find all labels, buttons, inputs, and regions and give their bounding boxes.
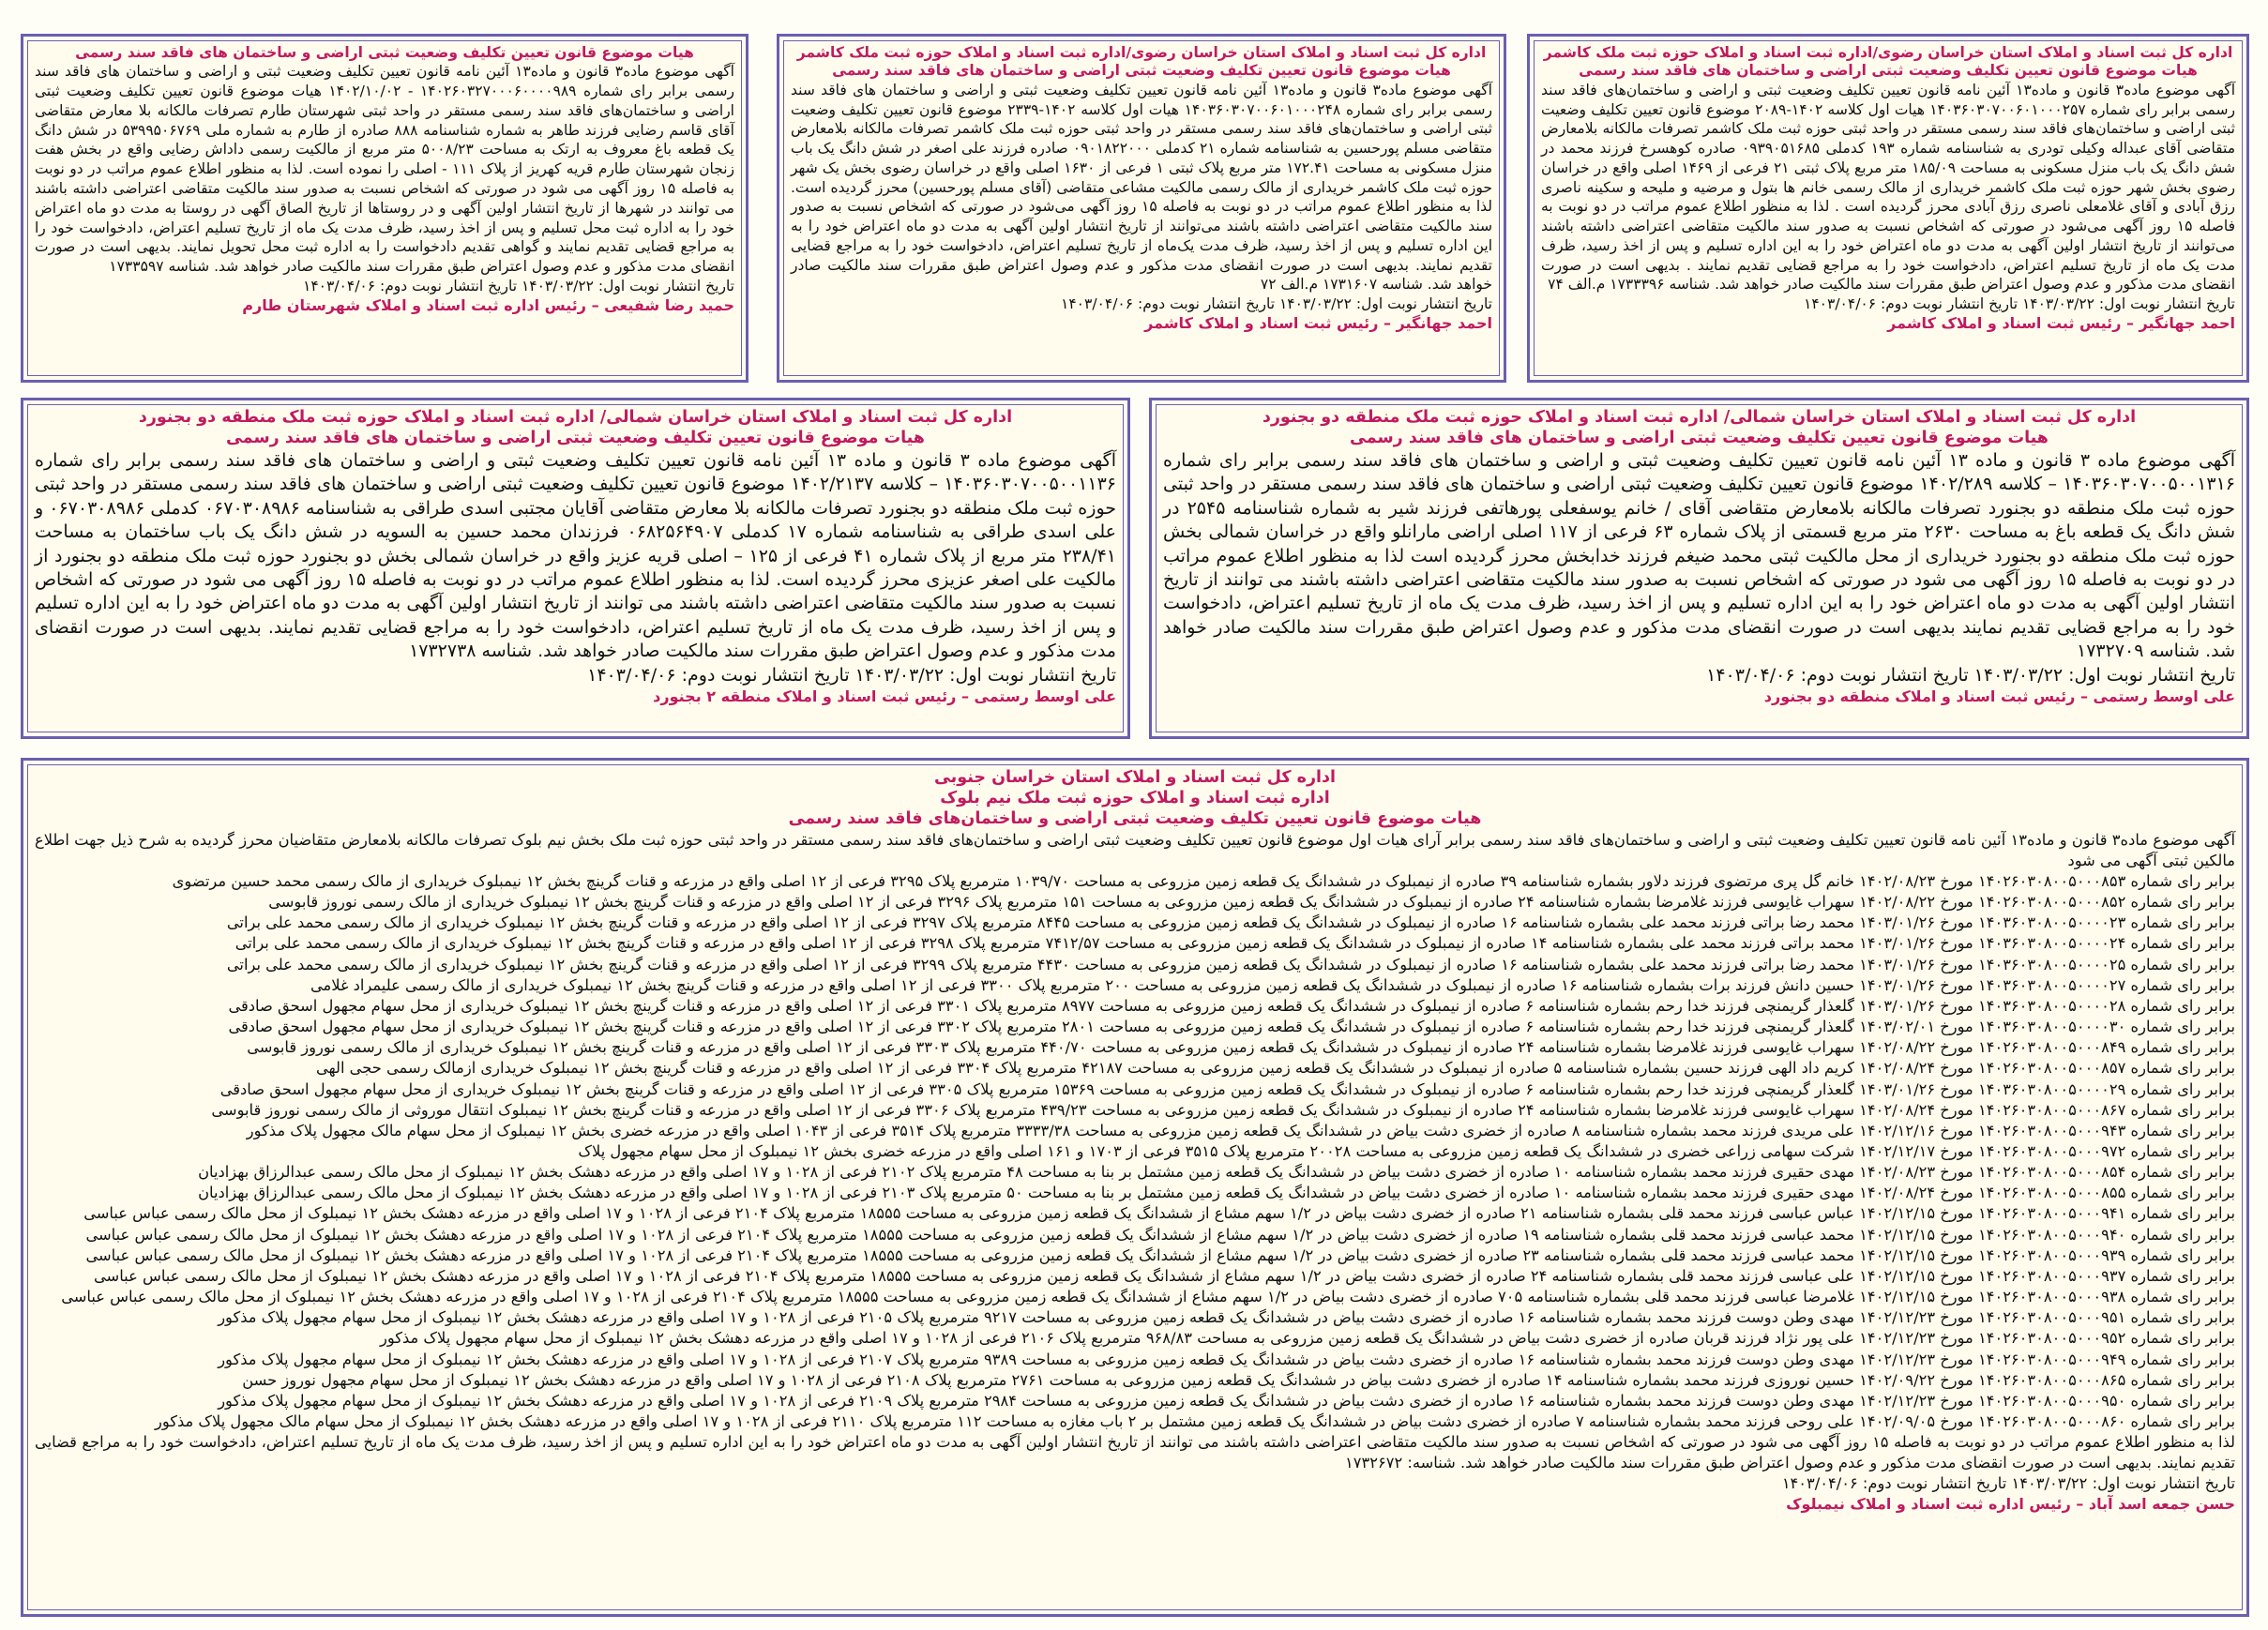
ruling-row: برابر رای شماره ۱۴۰۲۶۰۳۰۸۰۰۵۰۰۰۸۵۲ مورخ ۱۴۰۲/۰۸/۲۲ سهراب غایوسی فرزند غلامرضا بشماره شناسنامه ۲۴ صادره از نیمبلوک در ششدانگ یک قطعه زمین مزروعی به مساحت ۱۵۱ مترمربع پلاک ۳۲۹۶ فرعی از ۱۲ اصلی واقع در مزرعه و قنات گرینچ بخش ۱۲ نیمبلوک خریداری از مالک رسمی نوروز قابوسی [268, 893, 2235, 912]
ruling-row: برابر رای شماره ۱۴۰۲۶۰۳۰۸۰۰۵۰۰۰۸۵۵ مورخ ۱۴۰۲/۰۸/۲۴ مهدی حقیری فرزند محمد بشماره شناسنامه ۱۰ صادره از خضری دشت بیاض در ششدانگ یک قطعه زمین مشتمل بر بنا به مساحت ۵۰ مترمربع پلاک ۲۱۰۳ فرعی از ۱۰۲۸ و ۱۷ اصلی واقع در مزرعه دهشک بخش ۱۲ نیمبلوک از محل مالک رسمی عبدالرزاق بهزادیان [198, 1184, 2235, 1202]
notice-heading: اداره کل ثبت اسناد و املاک استان خراسان شمالی/ اداره ثبت اسناد و املاک حوزه ثبت ملک منطقه دو بجنورد [138, 408, 1013, 427]
notice-body: آگهی موضوع ماده۳ قانون و ماده۱۳ آئین نامه قانون تعیین تکلیف وضعیت ثبتی و اراضی و ساختمان های فاقد سند رسمی برابر رای شماره ۱۴۰۳۶۰۳۰۷۰۰۶۰۱۰۰۰۲۴۸ هیات اول کلاسه ۱۴۰۲-۲۳۳۹ موضوع قانون تعیین تکلیف وضعیت ثبتی اراضی و ساختمان‌های فاقد سند رسمی مستقر در واحد ثبتی حوزه ثبت ملک کاشمر تصرفات مالکانه بلامعارض متقاضی مسلم پورحسین به شناسنامه شماره ۲۱ کدملی ۰۹۰۱۸۲۲۰۰۰ صادره فرزند علی اصغر در شش دانگ یک باب منزل مسکونی به مساحت ۱۷۲.۴۱ متر مربع پلاک ثبتی ۱ فرعی از ۱۶۳۰ اصلی واقع در خراسان رضوی بخش یک شهر حوزه ثبت ملک کاشمر خریداری از مالک رسمی مالکیت مشاعی متقاضی (آقای مسلم پورحسین) محرز گردیده است. لذا به منظور اطلاع عموم مراتب در دو نوبت به فاصله ۱۵ روز آگهی می‌شود در صورتی که اشخاص نسبت به صدور سند مالکیت متقاضی اعتراضی داشته باشند می‌توانند از تاریخ انتشار اولین آگهی به مدت دو ماه اعتراض خود را به این اداره تسلیم و پس از اخذ رسید، ظرف مدت یک‌ماه از تاریخ تسلیم اعتراض، دادخواست خود را به مراجع قضایی تقدیم نمایند. بدیهی است در صورت انقضای مدت مذکور و عدم وصول اعتراض طبق مقررات سند مالکیت صادر خواهد شد. شناسه ۱۷۳۱۶۰۷ م.الف ۷۲ [791, 81, 1493, 294]
notice-signature: علی اوسط رستمی – رئیس ثبت اسناد و املاک منطقه ۲ بجنورد [653, 687, 1116, 706]
notice-signature: احمد جهانگیر – رئیس ثبت اسناد و املاک کاشمر [1144, 313, 1492, 332]
notice-closing: لذا به منظور اطلاع عموم مراتب در دو نوبت به فاصله ۱۵ روز آگهی می شود در صورتی که اشخاص نسبت به صدور سند مالکیت متقاضی اعتراضی داشته باشند می توانند از تاریخ انتشار اولین آگهی به مدت دو ماه اعتراض خود را به این اداره تسلیم و پس از اخذ رسید، ظرف مدت یک ماه از تاریخ تسلیم اعتراض، دادخواست خود را به مراجع قضایی تقدیم نمایند. بدیهی است در صورت انقضای مدت مذکور و عدم وصول اعتراض طبق مقررات سند مالکیت صادر خواهد شد. شناسه: ۱۷۳۲۶۷۲ [35, 1433, 2235, 1472]
publication-dates: تاریخ انتشار نوبت اول: ۱۴۰۳/۰۳/۲۲ تاریخ انتشار نوبت دوم: ۱۴۰۳/۰۴/۰۶ [587, 664, 1116, 686]
notice-kashmar-2 [777, 34, 1506, 383]
notice-kashmar-1 [1527, 34, 2249, 383]
ruling-list [35, 871, 2235, 1432]
ruling-row: برابر رای شماره ۱۴۰۲۶۰۳۰۸۰۰۵۰۰۰۸۶۰ مورخ ۱۴۰۲/۰۹/۰۵ علی روحی فرزند محمد بشماره شناسنامه ۷ صادره از خضری دشت بیاض در ششدانگ یک قطعه زمین مشتمل بر ۲ باب مغازه به مساحت ۱۱۲ مترمربع پلاک ۲۱۱۰ فرعی از ۱۰۲۸ و ۱۷ اصلی واقع در مزرعه دهشک بخش ۱۲ نیمبلوک از محل سهام مالک مجهول پلاک مذکور [154, 1412, 2235, 1430]
ruling-row: برابر رای شماره ۱۴۰۲۶۰۳۰۸۰۰۵۰۰۰۹۳۷ مورخ ۱۴۰۲/۱۲/۱۵ علی عباسی فرزند محمد قلی بشماره شناسنامه ۲۴ صادره از خضری دشت بیاض در ۱/۲ سهم مشاع از ششدانگ یک قطعه زمین مزروعی به مساحت ۱۸۵۵۵ مترمربع پلاک ۲۱۰۴ فرعی از ۱۰۲۸ و ۱۷ اصلی واقع در مزرعه دهشک بخش ۱۲ نیمبلوک از محل مالک رسمی عباس عباسی [93, 1266, 2235, 1285]
notice-tarom [21, 34, 748, 383]
notice-subheading: هیات موضوع قانون تعیین تکلیف وضعیت ثبتی اراضی و ساختمان های فاقد سند رسمی [1350, 428, 2049, 447]
notice-bojnurd-1 [1149, 398, 2249, 739]
notice-body: آگهی موضوع ماده ۳ قانون و ماده ۱۳ آئین نامه قانون تعیین تکلیف وضعیت ثبتی و اراضی و ساختمان های فاقد سند رسمی برابر رای شماره ۱۴۰۳۶۰۳۰۷۰۰۵۰۰۱۳۱۶ – کلاسه ۱۴۰۲/۲۸۹ موضوع قانون تعیین تکلیف وضعیت ثبتی اراضی و ساختمان های فاقد سند رسمی مستقر در واحد ثبتی حوزه ثبت ملک منطقه دو بجنورد تصرفات مالکانه بلامعارض متقاضی آقای / خانم یوسفعلی پورهاتفی فرزند شیر به شماره شناسنامه ۲۵۴۵ در شش دانگ یک قطعه باغ به مساحت ۲۶۳۰ متر مربع قسمتی از پلاک شماره ۶۳ فرعی از ۱۱۷ اصلی اراضی مارانلو واقع در خراسان شمالی بخش حوزه ثبت ملک منطقه دو بجنورد خریداری از محل مالکیت ثبتی محمد ضیغم فرزند خدابخش محرز گردیده است لذا به منظور اطلاع عموم مراتب در دو نوبت به فاصله ۱۵ روز آگهی می شود در صورتی که اشخاص نسبت به صدور سند مالکیت متقاضی اعتراضی داشته باشند می توانند از تاریخ انتشار اولین آگهی به مدت دو ماه اعتراض خود را به این اداره تسلیم و پس از اخذ رسید، ظرف مدت یک ماه از تاریخ تسلیم اعتراض، دادخواست خود را به مراجع قضایی تقدیم نمایند بدیهی است در صورت انقضای مدت مذکور و عدم وصول اعتراض طبق مقررات سند مالکیت صادر خواهد شد. شناسه ۱۷۳۲۷۰۹ [1163, 449, 2236, 662]
ruling-row: برابر رای شماره ۱۴۰۲۶۰۳۰۸۰۰۵۰۰۰۸۵۳ مورخ ۱۴۰۲/۰۸/۲۳ خانم گل پری مرتضوی فرزند دلاور بشماره شناسنامه ۳۹ صادره از نیمبلوک در ششدانگ یک قطعه زمین مزروعی به مساحت ۱۰۳۹/۷۰ مترمربع پلاک ۳۲۹۵ فرعی از ۱۲ اصلی واقع در مزرعه و قنات گرینچ بخش ۱۲ نیمبلوک خریداری از مالک رسمی محمد حسین مرتضوی [172, 871, 2235, 890]
notice-intro: آگهی موضوع ماده۳ قانون و ماده۱۳ آئین نامه قانون تعیین تکلیف وضعیت ثبتی و اراضی و ساختمان‌های فاقد سند رسمی برابر آرای هیات اول موضوع قانون تعیین تکلیف وضعیت ثبتی اراضی و ساختمان‌های فاقد سند رسمی مستقر در واحد ثبتی حوزه ثبت ملک بخش نیم بلوک تصرفات مالکانه بلامعارض متقاضیان محرز گردیده به شرح ذیل جهت اطلاع مالکین ثبتی آگهی می شود [35, 830, 2235, 869]
ruling-row: برابر رای شماره ۱۴۰۲۶۰۳۰۸۰۰۵۰۰۰۹۴۹ مورخ ۱۴۰۲/۱۲/۲۳ مهدی وطن دوست فرزند محمد بشماره شناسنامه ۱۶ صادره از خضری دشت بیاض در ششدانگ یک قطعه زمین مزروعی به مساحت ۹۳۸۹ مترمربع پلاک ۲۱۰۷ فرعی از ۱۰۲۸ و ۱۷ اصلی واقع در مزرعه دهشک بخش ۱۲ نیمبلوک از محل سهام مجهول پلاک مذکور [218, 1350, 2235, 1368]
notice-signature: احمد جهانگیر – رئیس ثبت اسناد و املاک کاشمر [1887, 313, 2235, 332]
notice-subheading: هیات موضوع قانون تعیین تکلیف وضعیت ثبتی اراضی و ساختمان های فاقد سند رسمی [832, 62, 1451, 80]
publication-dates: تاریخ انتشار نوبت اول: ۱۴۰۳/۰۳/۲۲ تاریخ انتشار نوبت دوم: ۱۴۰۳/۰۴/۰۶ [303, 277, 734, 294]
ruling-row: برابر رای شماره ۱۴۰۳۶۰۳۰۸۰۰۵۰۰۰۰۲۴ مورخ ۱۴۰۳/۰۱/۲۶ محمد براتی فرزند محمد علی بشماره شناسنامه ۱۴ صادره از نیمبلوک در ششدانگ یک قطعه زمین مزروعی به مساحت ۷۴۱۲/۵۷ مترمربع پلاک ۳۲۹۸ فرعی از ۱۲ اصلی واقع در مزرعه و قنات گرینچ بخش ۱۲ نیمبلوک خریداری از مالک رسمی محمد علی براتی [234, 934, 2235, 953]
publication-dates: تاریخ انتشار نوبت اول: ۱۴۰۳/۰۳/۲۲ تاریخ انتشار نوبت دوم: ۱۴۰۳/۰۴/۰۶ [1061, 295, 1492, 313]
notice-heading: اداره کل ثبت اسناد و املاک استان خراسان شمالی/ اداره ثبت اسناد و املاک حوزه ثبت ملک منطقه دو بجنورد [1262, 408, 2137, 427]
ruling-row: برابر رای شماره ۱۴۰۳۶۰۳۰۸۰۰۵۰۰۰۰۲۵ مورخ ۱۴۰۳/۰۱/۲۶ محمد رضا براتی فرزند محمد علی بشماره شناسنامه ۱۶ صادره از نیمبلوک در ششدانگ یک قطعه زمین مزروعی به مساحت ۴۴۳۰ مترمربع پلاک ۳۲۹۹ فرعی از ۱۲ اصلی واقع در مزرعه و قنات گرینچ بخش ۱۲ نیمبلوک خریداری از مالک رسمی محمد علی براتی [226, 955, 2235, 973]
notice-subheading: هیات موضوع قانون تعیین تکلیف وضعیت ثبتی اراضی و ساختمان های فاقد سند رسمی [226, 428, 925, 447]
notice-signature: علی اوسط رستمی – رئیس ثبت اسناد و املاک منطقه دو بجنورد [1763, 687, 2235, 706]
notice-subheading: هیات موضوع قانون تعیین تکلیف وضعیت ثبتی اراضی و ساختمان های فاقد سند رسمی [1579, 62, 2198, 80]
ruling-row: برابر رای شماره ۱۴۰۲۶۰۳۰۸۰۰۵۰۰۰۹۴۰ مورخ ۱۴۰۲/۱۲/۱۵ محمد عباسی فرزند محمد قلی بشماره شناسنامه ۱۹ صادره از خضری دشت بیاض در ۱/۲ سهم مشاع از ششدانگ یک قطعه زمین مزروعی به مساحت ۱۸۵۵۵ مترمربع پلاک ۲۱۰۴ فرعی از ۱۰۲۸ و ۱۷ اصلی واقع در مزرعه دهشک بخش ۱۲ نیمبلوک از محل مالک رسمی عباس عباسی [85, 1225, 2235, 1244]
ruling-row: برابر رای شماره ۱۴۰۲۶۰۳۰۸۰۰۵۰۰۰۹۴۳ مورخ ۱۴۰۲/۱۲/۱۶ علی مریدی فرزند محمد بشماره شناسنامه ۸ صادره از خضری دشت بیاض در ششدانگ یک قطعه زمین مزروعی به مساحت ۳۳۳۳/۳۸ مترمربع پلاک ۳۵۱۴ فرعی از ۱۰۴۳ اصلی واقع در مزرعه خضری بخش ۱۲ نیمبلوک از محل سهام مالک مجهول پلاک مذکور [246, 1121, 2235, 1139]
notice-signature: حسن جمعه اسد آباد – رئیس اداره ثبت اسناد و املاک نیمبلوک [1786, 1494, 2235, 1513]
publication-dates: تاریخ انتشار نوبت اول: ۱۴۰۳/۰۳/۲۲ تاریخ انتشار نوبت دوم: ۱۴۰۳/۰۴/۰۶ [1804, 295, 2235, 313]
ruling-row: برابر رای شماره ۱۴۰۲۶۰۳۰۸۰۰۵۰۰۰۹۵۱ مورخ ۱۴۰۲/۱۲/۲۳ مهدی وطن دوست فرزند محمد بشماره شناسنامه ۱۶ صادره از خضری دشت بیاض در ششدانگ یک قطعه زمین مزروعی به مساحت ۹۲۱۷ مترمربع پلاک ۲۱۰۵ فرعی از ۱۰۲۸ و ۱۷ اصلی واقع در مزرعه دهشک بخش ۱۲ نیمبلوک از محل سهام مجهول پلاک مذکور [218, 1308, 2235, 1327]
ruling-row: برابر رای شماره ۱۴۰۲۶۰۳۰۸۰۰۵۰۰۰۹۴۱ مورخ ۱۴۰۲/۱۲/۱۵ عباس عباسی فرزند محمد قلی بشماره شناسنامه ۲۱ صادره از خضری دشت بیاض در ۱/۲ سهم مشاع از ششدانگ یک قطعه زمین مزروعی به مساحت ۱۸۵۵۵ مترمربع پلاک ۲۱۰۴ فرعی از ۱۰۲۸ و ۱۷ اصلی واقع در مزرعه دهشک بخش ۱۲ نیمبلوک از محل مالک رسمی عباس عباسی [83, 1204, 2235, 1223]
ruling-row: برابر رای شماره ۱۴۰۲۶۰۳۰۸۰۰۵۰۰۰۸۶۵ مورخ ۱۴۰۲/۰۹/۲۲ حسین نوروزی فرزند محمد بشماره شناسنامه ۱۴ صادره از خضری دشت بیاض در ششدانگ یک قطعه زمین مزروعی به مساحت ۲۷۶۱ مترمربع پلاک ۲۱۰۸ فرعی از ۱۰۲۸ و ۱۷ اصلی واقع در مزرعه دهشک بخش ۱۲ نیمبلوک از محل سهام مجهول نوروز حسن [242, 1370, 2235, 1389]
publication-dates: تاریخ انتشار نوبت اول: ۱۴۰۳/۰۳/۲۲ تاریخ انتشار نوبت دوم: ۱۴۰۳/۰۴/۰۶ [1706, 664, 2235, 686]
ruling-row: برابر رای شماره ۱۴۰۳۶۰۳۰۸۰۰۵۰۰۰۰۲۷ مورخ ۱۴۰۳/۰۱/۲۶ حسین دانش فرزند برات بشماره شناسنامه ۱۶ صادره از نیمبلوک در ششدانگ یک قطعه زمین مزروعی به مساحت ۲۰۰ مترمربع پلاک ۳۳۰۰ فرعی از ۱۲ اصلی واقع در مزرعه و قنات گرینچ بخش ۱۲ نیمبلوک خریداری از مالک رسمی علیمراد غلامی [310, 975, 2235, 994]
notice-bojnurd-2 [21, 398, 1130, 739]
notice-body: آگهی موضوع ماده۳ قانون و ماده۱۳ آئین نامه قانون تعیین تکلیف وضعیت ثبتی و اراضی و ساختمان‌های فاقد سند رسمی برابر رای شماره ۱۴۰۳۶۰۳۰۷۰۰۶۰۱۰۰۰۲۵۷ هیات اول کلاسه ۱۴۰۲-۲۰۸۹ موضوع قانون تعیین تکلیف وضعیت ثبتی اراضی و ساختمان‌های فاقد سند رسمی مستقر در واحد ثبتی حوزه ثبت ملک کاشمر تصرفات مالکانه بلامعارض متقاضی آقای عبداله وکیلی تودری به شناسنامه شماره ۱۹۳ کدملی ۰۹۳۹۰۵۱۶۸۵ صادره کوهسرخ فرزند محمد در شش دانگ یک باب منزل مسکونی به مساحت ۱۸۵/۰۹ متر مربع پلاک ثبتی ۲۱ فرعی از ۱۴۶۹ اصلی واقع در خراسان رضوی بخش شهر حوزه ثبت ملک کاشمر خریداری از مالک رسمی خانم ها بتول و مرضیه و ملیحه و سکینه ناصری رزق آبادی و آقای غلامعلی ناصری رزق آبادی محرز گردیده است . لذا به منظور اطلاع عموم مراتب در دو نوبت به فاصله ۱۵ روز آگهی می‌شود در صورتی که اشخاص نسبت به صدور سند مالکیت متقاضی اعتراضی داشته باشند می‌توانند از تاریخ انتشار اولین آگهی به مدت دو ماه اعتراض خود را به این اداره تسلیم و پس از اخذ رسید، ظرف مدت یک ماه از تاریخ تسلیم اعتراض، دادخواست خود را به مراجع قضایی تقدیم نمایند . بدیهی است در صورت انقضای مدت مذکور و عدم وصول اعتراض طبق مقررات سند مالکیت صادر خواهد شد. شناسه ۱۷۳۳۳۹۶ م.الف ۷۴ [1541, 81, 2235, 294]
notice-heading: اداره کل ثبت اسناد و املاک استان خراسان رضوی/اداره ثبت اسناد و املاک حوزه ثبت ملک کاشمر [796, 44, 1487, 61]
ruling-row: برابر رای شماره ۱۴۰۲۶۰۳۰۸۰۰۵۰۰۰۹۷۲ مورخ ۱۴۰۲/۱۲/۱۷ شرکت سهامی زراعی خضری در ششدانگ یک قطعه زمین مزروعی به مساحت ۲۰۰۲۸ مترمربع پلاک ۳۵۱۵ فرعی از ۱۷۰۳ و ۱۶۱ اصلی واقع در مزرعه خضری بخش ۱۲ نیمبلوک از محل سهام مجهول پلاک [578, 1141, 2235, 1160]
ruling-row: برابر رای شماره ۱۴۰۲۶۰۳۰۸۰۰۵۰۰۰۸۵۴ مورخ ۱۴۰۲/۰۸/۲۳ مهدی حقیری فرزند محمد بشماره شناسنامه ۱۰ صادره از خضری دشت بیاض در ششدانگ یک قطعه زمین مشتمل بر بنا به مساحت ۴۸ مترمربع پلاک ۲۱۰۲ فرعی از ۱۰۲۸ و ۱۷ اصلی واقع در مزرعه دهشک بخش ۱۲ نیمبلوک از محل مالک رسمی عبدالرزاق بهزادیان [198, 1163, 2235, 1182]
notice-signature: حمید رضا شفیعی – رئیس اداره ثبت اسناد و املاک شهرستان طارم [242, 295, 734, 314]
publication-dates: تاریخ انتشار نوبت اول: ۱۴۰۳/۰۳/۲۲ تاریخ انتشار نوبت دوم: ۱۴۰۳/۰۴/۰۶ [1781, 1474, 2235, 1493]
notice-subheading: اداره ثبت اسناد و املاک حوزه ثبت ملک نیم بلوک [940, 788, 1330, 807]
ruling-row: برابر رای شماره ۱۴۰۳۶۰۳۰۸۰۰۵۰۰۰۰۳۰ مورخ ۱۴۰۳/۰۲/۰۱ گلعذار گریمنچی فرزند خدا رحم بشماره شناسنامه ۶ صادره از نیمبلوک در ششدانگ یک قطعه زمین مزروعی به مساحت ۲۸۰۱ مترمربع پلاک ۳۳۰۲ فرعی از ۱۲ اصلی واقع در مزرعه و قنات گرینچ بخش ۱۲ نیمبلوک خریداری از محل سهام مجهول اسحق صادقی [228, 1018, 2235, 1036]
notice-nimbolook [21, 758, 2249, 1617]
notice-body: آگهی موضوع ماده ۳ قانون و ماده ۱۳ آئین نامه قانون تعیین تکلیف وضعیت ثبتی و اراضی و ساختمان های فاقد سند رسمی برابر رای شماره ۱۴۰۳۶۰۳۰۷۰۰۵۰۰۱۱۳۶ – کلاسه ۱۴۰۲/۲۱۳۷ موضوع قانون تعیین تکلیف وضعیت ثبتی اراضی و ساختمان های فاقد سند رسمی مستقر در واحد ثبتی حوزه ثبت ملک منطقه دو بجنورد تصرفات مالکانه بلا معارض متقاضی آقایان مجتبی اسدی طراقی به شناسنامه ۰۶۷۰۳۰۸۹۸۶ کدملی ۰۶۷۰۳۰۸۹۸۶ و علی اسدی طراقی به شناسنامه شماره ۱۷ کدملی ۰۶۸۲۵۶۴۹۰۷ فرزندان محمد حسین به السویه در شش دانگ یک باب ساختمان به مساحت ۲۳۸/۴۱ متر مربع از پلاک شماره ۴۱ فرعی از ۱۲۵ – اصلی قریه عزیز واقع در خراسان شمالی بخش دو بجنورد حوزه ثبت ملک منطقه دو بجنورد از مالکیت علی اصغر عزیزی محرز گردیده است. لذا به منظور اطلاع عموم مراتب در دو نوبت به فاصله ۱۵ روز آگهی می شود در صورتی که اشخاص نسبت به صدور سند مالکیت متقاضی اعتراضی داشته باشند می توانند از تاریخ انتشار اولین آگهی به مدت دو ماه اعتراض خود را به این اداره تسلیم و پس از اخذ رسید، ظرف مدت یک ماه از تاریخ تسلیم اعتراض، دادخواست خود را به مراجع قضایی تقدیم نمایند. بدیهی است در صورت انقضای مدت مذکور و عدم وصول اعتراض طبق مقررات سند مالکیت صادر خواهد شد. شناسه ۱۷۳۲۷۳۸ [35, 449, 1117, 662]
notice-subheading-2: هیات موضوع قانون تعیین تکلیف وضعیت ثبتی اراضی و ساختمان‌های فاقد سند رسمی [788, 808, 1482, 828]
ruling-row: برابر رای شماره ۱۴۰۲۶۰۳۰۸۰۰۵۰۰۰۹۳۹ مورخ ۱۴۰۲/۱۲/۱۵ محمد عباسی فرزند محمد قلی بشماره شناسنامه ۲۳ صادره از خضری دشت بیاض در ۱/۲ سهم مشاع از ششدانگ یک قطعه زمین مزروعی به مساحت ۱۸۵۵۵ مترمربع پلاک ۲۱۰۴ فرعی از ۱۰۲۸ و ۱۷ اصلی واقع در مزرعه دهشک بخش ۱۲ نیمبلوک از محل مالک رسمی عباس عباسی [85, 1245, 2235, 1264]
notice-heading: اداره کل ثبت اسناد و املاک استان خراسان رضوی/اداره ثبت اسناد و املاک حوزه ثبت ملک کاشمر [1543, 44, 2233, 61]
ruling-row: برابر رای شماره ۱۴۰۲۶۰۳۰۸۰۰۵۰۰۰۸۶۷ مورخ ۱۴۰۲/۰۸/۲۴ سهراب غایوسی فرزند غلامرضا بشماره شناسنامه ۲۴ صادره از نیمبلوک در ششدانگ یک قطعه زمین مزروعی به مساحت ۴۳۹/۲۳ مترمربع پلاک ۳۳۰۶ فرعی از ۱۲ اصلی واقع در مزرعه و قنات گرینچ بخش ۱۲ نیمبلوک انتقال موروثی از مالک رسمی نوروز قابوسی [211, 1100, 2235, 1119]
ruling-row: برابر رای شماره ۱۴۰۳۶۰۳۰۸۰۰۵۰۰۰۰۲۳ مورخ ۱۴۰۳/۰۱/۲۶ محمد رضا براتی فرزند محمد علی بشماره شناسنامه ۱۶ صادره از نیمبلوک در ششدانگ یک قطعه زمین مزروعی به مساحت ۸۴۴۵ مترمربع پلاک ۳۲۹۷ فرعی از ۱۲ اصلی واقع در مزرعه و قنات گرینچ بخش ۱۲ نیمبلوک خریداری از مالک رسمی محمد علی براتی [226, 913, 2235, 932]
notice-body: آگهی موضوع ماده۳ قانون و ماده۱۳ آئین نامه قانون تعیین تکلیف وضعیت ثبتی و اراضی و ساختمان های فاقد سند رسمی برابر رای شماره ۱۴۰۲۶۰۳۲۷۰۰۰۶۰۰۰۰۹۸۹ - ۱۴۰۲/۱۰/۰۲ هیات موضوع قانون تعیین تکلیف وضعیت ثبتی اراضی و ساختمان‌های فاقد سند رسمی مستقر در واحد ثبتی شهرستان طارم تصرفات مالکانه بلا معارض متقاضی آقای قاسم رضایی فرزند طاهر به شماره شناسنامه ۸۸۸ صادره از طارم به شماره ملی ۵۳۹۹۵۰۶۷۶۹ در شش دانگ یک قطعه باغ معروف به ارتک به مساحت ۵۰۰۸/۲۳ متر مربع از مالکیت رسمی داداش رضایی واقع در بخش هفت زنجان شهرستان طارم قریه کهریز از پلاک ۱۱۱ - اصلی را نموده است. لذا به منظور اطلاع عموم مراتب در دو نوبت به فاصله ۱۵ روز آگهی می شود در صورتی که اشخاص نسبت به صدور سند مالکیت متقاضی اعتراضی داشته باشند می توانند در شهرها از تاریخ انتشار اولین آگهی و در روستاها از تاریخ الصاق آگهی در روستا به مدت دو ماه اعتراض خود را به اداره ثبت محل تسلیم و پس از اخذ رسید، ظرف مدت یک ماه از تاریخ تسلیم اعتراض، دادخواست خود را به مراجع قضایی تقدیم نمایند و گواهی تقدیم دادخواست را به اداره ثبت محل تحویل نمایند. بدیهی است در صورت انقضای مدت مذکور و عدم وصول اعتراض طبق مقررات سند مالکیت صادر خواهد شد. شناسه ۱۷۳۳۵۹۷ [35, 63, 735, 276]
notice-heading: هیات موضوع قانون تعیین تکلیف وضعیت ثبتی اراضی و ساختمان های فاقد سند رسمی [75, 44, 694, 61]
ruling-row: برابر رای شماره ۱۴۰۲۶۰۳۰۸۰۰۵۰۰۰۹۵۰ مورخ ۱۴۰۲/۱۲/۲۳ مهدی وطن دوست فرزند محمد بشماره شناسنامه ۱۶ صادره از خضری دشت بیاض در ششدانگ یک قطعه زمین مزروعی به مساحت ۲۹۸۴ مترمربع پلاک ۲۱۰۹ فرعی از ۱۰۲۸ و ۱۷ اصلی واقع در مزرعه دهشک بخش ۱۲ نیمبلوک از محل سهام مجهول پلاک مذکور [218, 1391, 2235, 1410]
ruling-row: برابر رای شماره ۱۴۰۳۶۰۳۰۸۰۰۵۰۰۰۰۲۸ مورخ ۱۴۰۳/۰۱/۲۶ گلعذار گریمنچی فرزند خدا رحم بشماره شناسنامه ۶ صادره از نیمبلوک در ششدانگ یک قطعه زمین مزروعی به مساحت ۸۹۷۷ مترمربع پلاک ۳۳۰۱ فرعی از ۱۲ اصلی واقع در مزرعه و قنات گرینچ بخش ۱۲ نیمبلوک خریداری از محل سهام مجهول اسحق صادقی [228, 996, 2235, 1015]
ruling-row: برابر رای شماره ۱۴۰۳۶۰۳۰۸۰۰۵۰۰۰۰۲۹ مورخ ۱۴۰۳/۰۱/۲۶ گلعذار گریمنچی فرزند خدا رحم بشماره شناسنامه ۶ صادره از نیمبلوک در ششدانگ یک قطعه زمین مزروعی به مساحت ۱۵۳۶۹ مترمربع پلاک ۳۳۰۵ فرعی از ۱۲ اصلی واقع در مزرعه و قنات گرینچ بخش ۱۲ نیمبلوک خریداری از محل سهام مجهول اسحق صادقی [219, 1079, 2235, 1098]
ruling-row: برابر رای شماره ۱۴۰۲۶۰۳۰۸۰۰۵۰۰۰۹۳۸ مورخ ۱۴۰۲/۱۲/۱۵ غلامرضا عباسی فرزند محمد قلی بشماره شناسنامه ۷۰۵ صادره از خضری دشت بیاض در ۱/۲ سهم مشاع از ششدانگ یک قطعه زمین مزروعی به مساحت ۱۸۵۵۵ مترمربع پلاک ۲۱۰۴ فرعی از ۱۰۲۸ و ۱۷ اصلی واقع در مزرعه دهشک بخش ۱۲ نیمبلوک از محل مالک رسمی عباس عباسی [61, 1288, 2235, 1306]
ruling-row: برابر رای شماره ۱۴۰۲۶۰۳۰۸۰۰۵۰۰۰۸۴۹ مورخ ۱۴۰۲/۰۸/۲۲ سهراب غایوسی فرزند غلامرضا بشماره شناسنامه ۲۴ صادره از نیمبلوک در ششدانگ یک قطعه زمین مزروعی به مساحت ۴۴۰/۷۰ مترمربع پلاک ۳۳۰۳ فرعی از ۱۲ اصلی واقع در مزرعه و قنات گرینچ بخش ۱۲ نیمبلوک خریداری از مالک رسمی نوروز قابوسی [247, 1038, 2235, 1057]
ruling-row: برابر رای شماره ۱۴۰۲۶۰۳۰۸۰۰۵۰۰۰۹۵۲ مورخ ۱۴۰۲/۱۲/۲۳ علی پور نژاد فرزند قربان صادره از خضری دشت بیاض در ششدانگ یک قطعه زمین مزروعی به مساحت ۹۶۸/۸۳ مترمربع پلاک ۲۱۰۶ فرعی از ۱۰۲۸ و ۱۷ اصلی واقع در مزرعه دهشک بخش ۱۲ نیمبلوک از محل سهام مجهول پلاک مذکور [379, 1329, 2235, 1348]
ruling-row: برابر رای شماره ۱۴۰۲۶۰۳۰۸۰۰۵۰۰۰۸۵۷ مورخ ۱۴۰۲/۰۸/۲۴ کریم داد الهی فرزند حسین بشماره شناسنامه ۵ صادره از نیمبلوک در ششدانگ یک قطعه زمین مزروعی به مساحت ۴۲۱۸۷ مترمربع پلاک ۳۳۰۴ فرعی از ۱۲ اصلی واقع در مزرعه و قنات گرینچ بخش ۱۲ نیمبلوک خریداری ازمالک رسمی حجی الهی [315, 1059, 2235, 1078]
notice-heading: اداره کل ثبت اسناد و املاک استان خراسان جنوبی [933, 768, 1337, 787]
